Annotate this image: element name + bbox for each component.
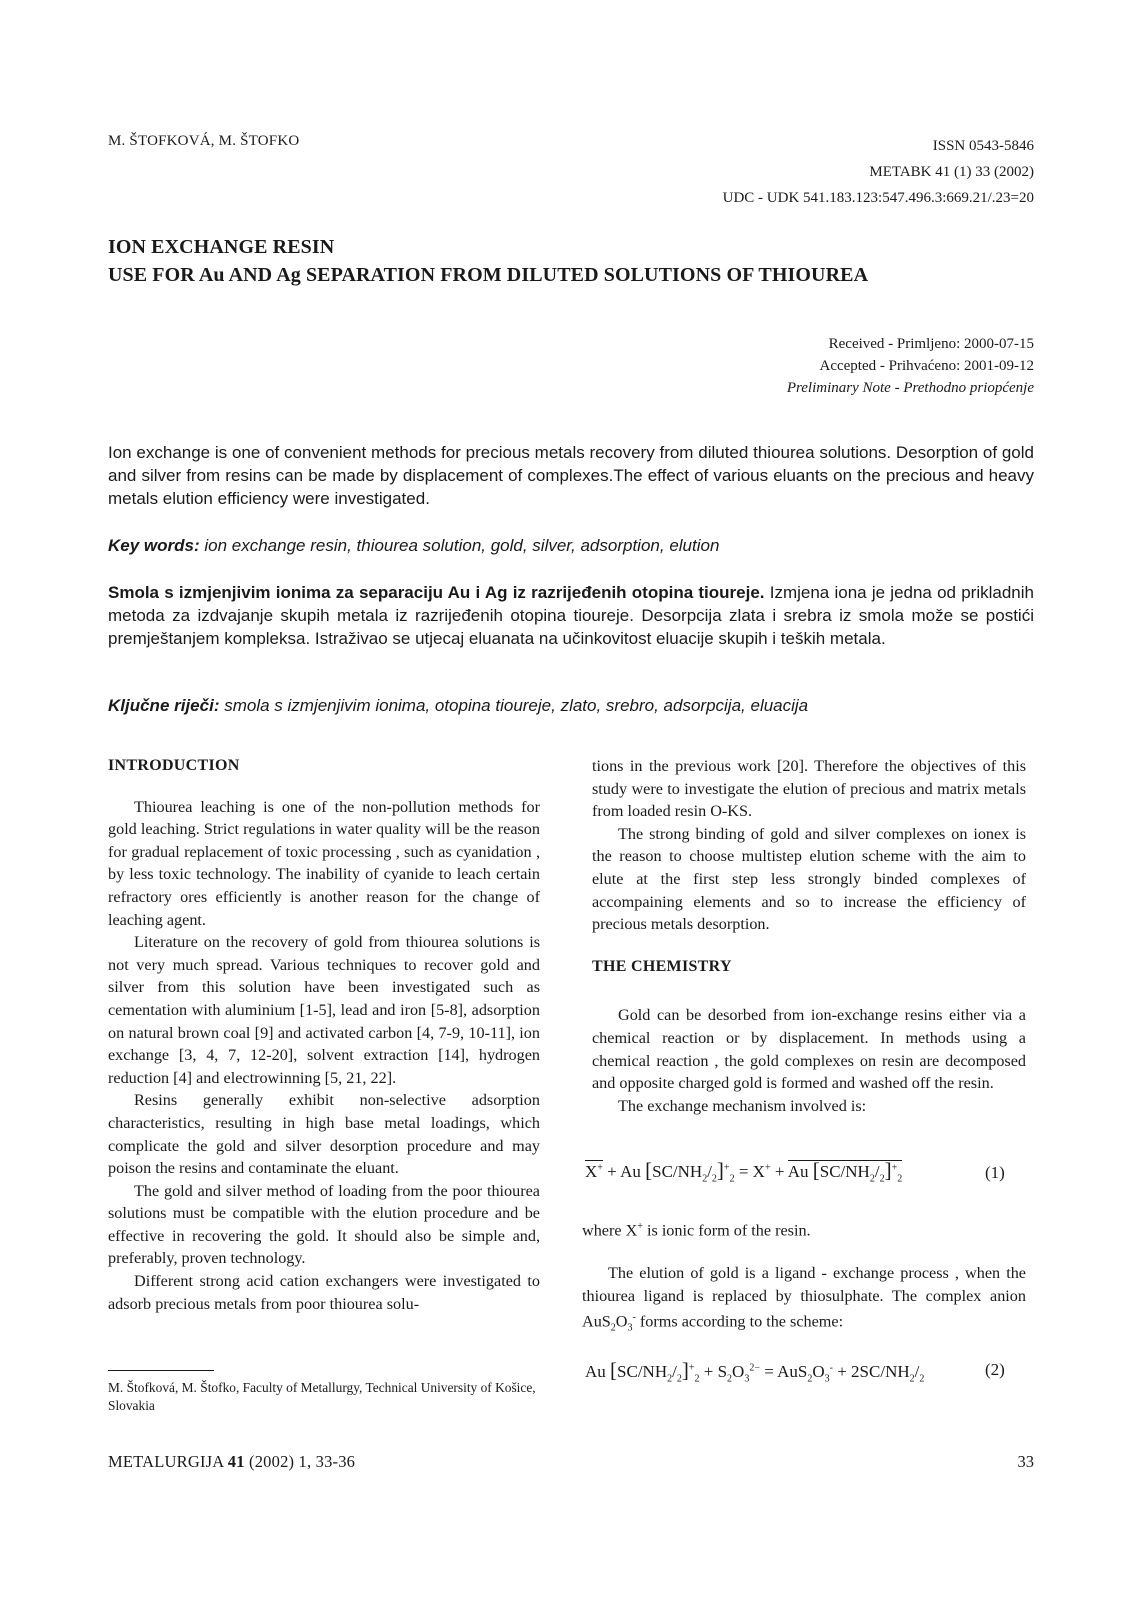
- equation-1: X+ + Au $[SC/NH_2/_2]^+_2 = X^+ + Au$ $[SC/NH_2/_2]^+_2$: [585, 1158, 903, 1185]
- author-line: M. ŠTOFKOVÁ, M. ŠTOFKO: [108, 133, 300, 149]
- journal-meta: [723, 133, 1034, 211]
- equation-2: Au $[SC/NH_2/_2]^+_2 + S_2O_3^{2-} = AuS_2O_3^- + 2SC/NH_2/_2$: [585, 1358, 925, 1385]
- intro-paragraph-4: The gold and silver method of loading from the poor thiourea solutions must be compatible with the elution procedure and be effective in recovering the gold. It should also be simple and, preferably, proven technology.: [108, 1181, 540, 1268]
- elution-paragraph: The elution of gold is a ligand - exchange process , when the thiourea ligand is replaced by thiosulphate. The complex anion $AuS_2O_3^-$ forms according to the scheme:: [582, 1264, 1026, 1334]
- chemistry-paragraph-1: Gold can be desorbed from ion-exchange resins either via a chemical reaction or by displacement. In methods using a chemical reaction , the gold complexes on resin are decomposed and opposite charged gold is formed and washed off the resin.: [592, 1006, 1026, 1093]
- right-column: [592, 755, 1026, 1117]
- issn: ISSN 0543-5846: [932, 138, 1034, 154]
- keywords-label: Key words:: [108, 536, 200, 555]
- equation-1-number: (1): [985, 1163, 1005, 1182]
- udc: UDC - UDK 541.183.123:547.496.3:669.21/.23=20: [722, 190, 1034, 206]
- received-date: Received - Primljeno: 2000-07-15: [828, 336, 1034, 352]
- footnote-rule: [108, 1370, 214, 1371]
- section-heading-chemistry: THE CHEMISTRY: [592, 957, 732, 975]
- where-line: where X+ is ionic form of the resin.: [582, 1221, 811, 1240]
- keywords-croatian-text: smola s izmjenjivim ionima, otopina tioureje, zlato, srebro, adsorpcija, eluacija: [219, 696, 809, 715]
- keywords-croatian-label: Ključne riječi:: [108, 696, 220, 715]
- keywords-croatian: [108, 694, 1034, 717]
- keywords-text: ion exchange resin, thiourea solution, gold, silver, adsorption, elution: [199, 536, 720, 555]
- abstract-croatian-title: Smola s izmjenjivim ionima za separaciju Au i Ag iz razrijeđenih otopina tioureje.: [108, 583, 765, 602]
- intro-paragraph-2: Literature on the recovery of gold from thiourea solutions is not very much spread. Various techniques to recover gold and silver from this solution have been investigated such as cementation with aluminium [1-5], lead and iron [5-8], adsorption on natural brown coal [9] and activated carbon [4, 7-9, 10-11], ion exchange [3, 4, 7, 12-20], solvent extraction [14], hydrogen reduction [4] and electrowinning [5, 21, 22].: [108, 933, 540, 1087]
- abstract-croatian-text: Izmjena iona je jedna od prikladnih metoda za izdvajanje skupih metala iz razrijeđenih otopina tioureje. Desorpcija zlata i srebra iz smola može se postići premještanjem kompleksa. Istraživao se utjecaj eluanata na učinkovitost eluacije skupih i teških metala.: [108, 583, 1034, 648]
- intro-paragraph-1: Thiourea leaching is one of the non-pollution methods for gold leaching. Strict regulations in water quality will be the reason for gradual replacement of toxic processing , such as cyanidation , by less toxic technology. The inability of cyanide to leach certain refractory ores efficiently is another reason for the change of leaching agent.: [108, 797, 540, 929]
- intro-paragraph-3: Resins generally exhibit non-selective adsorption characteristics, resulting in high base metal loadings, which complicate the gold and silver desorption procedure and may poison the resins and contaminate the eluant.: [108, 1091, 540, 1178]
- title-line-1: ION EXCHANGE RESIN: [108, 236, 335, 258]
- dates-block: [787, 333, 1034, 399]
- right-paragraph-2: The strong binding of gold and silver complexes on ionex is the reason to choose multistep elution scheme with the aim to elute at the first step less strongly binded complexes of accompaining elements and so to increase the efficiency of precious metals desorption.: [592, 824, 1026, 934]
- paper-title: [108, 233, 868, 289]
- footer-journal: METALURGIJA 41 (2002) 1, 33-36: [108, 1452, 356, 1471]
- accepted-date: Accepted - Prihvaćeno: 2001-09-12: [819, 358, 1034, 374]
- right-paragraph-1: tions in the previous work [20]. Therefore the objectives of this study were to investigate the elution of precious and matrix metals from loaded resin O-KS.: [592, 757, 1026, 821]
- keywords: [108, 534, 1034, 557]
- metabk: METABK 41 (1) 33 (2002): [869, 164, 1034, 180]
- abstract: Ion exchange is one of convenient methods for precious metals recovery from diluted thiourea solutions. Desorption of gold and silver from resins can be made by displacement of complexes.The effect of various eluants on the precious and heavy metals elution efficiency were investigated.: [108, 443, 1034, 508]
- footnote: M. Štofková, M. Štofko, Faculty of Metallurgy, Technical University of Košice, Slovakia: [108, 1380, 536, 1413]
- section-heading-introduction: INTRODUCTION: [108, 757, 240, 774]
- title-line-2: USE FOR Au AND Ag SEPARATION FROM DILUTED SOLUTIONS OF THIOUREA: [108, 264, 869, 286]
- page-number: 33: [1017, 1452, 1034, 1471]
- equation-2-number: (2): [985, 1360, 1005, 1379]
- chemistry-paragraph-2: The exchange mechanism involved is:: [618, 1096, 867, 1115]
- abstract-croatian: [108, 581, 1034, 650]
- intro-paragraph-5: Different strong acid cation exchangers were investigated to adsorb precious metals from poor thiourea solu-: [108, 1272, 540, 1313]
- left-column: [108, 755, 540, 1315]
- paper-type: Preliminary Note - Prethodno priopćenje: [786, 380, 1034, 396]
